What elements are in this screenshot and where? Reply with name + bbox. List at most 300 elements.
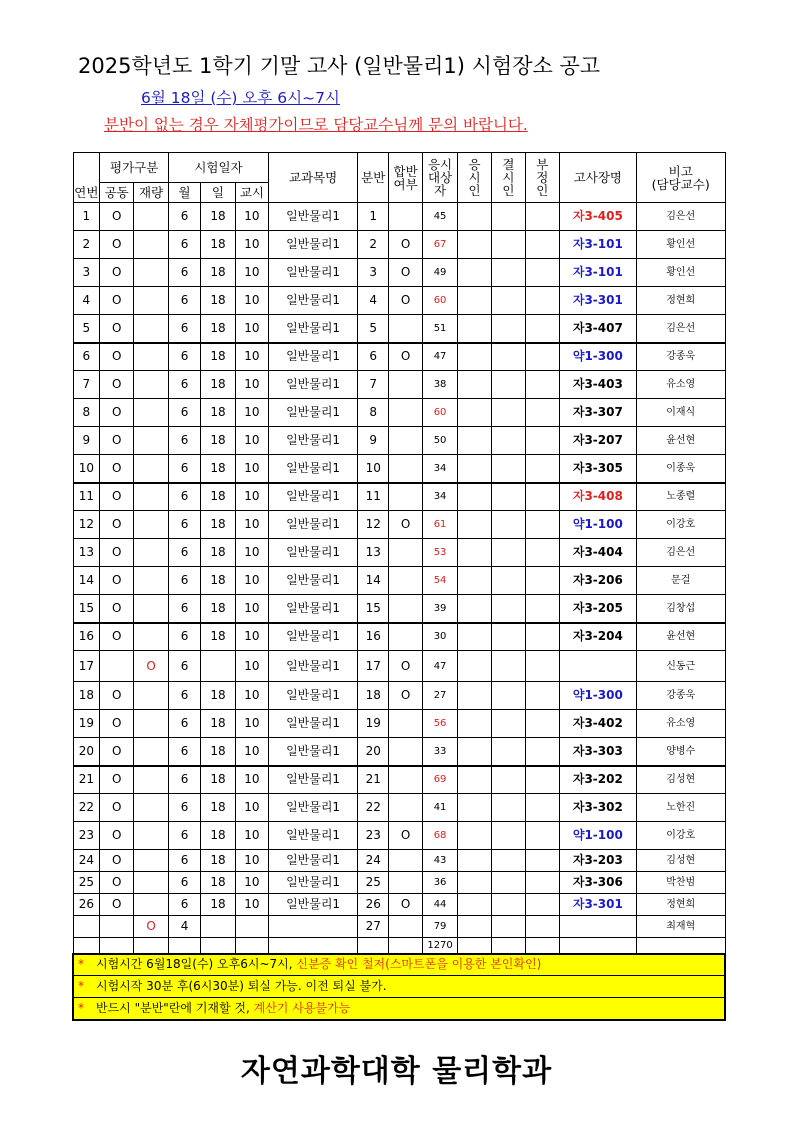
subject-cell: 일반물리1	[268, 794, 357, 822]
cheating-cell	[525, 822, 559, 850]
table-row	[73, 872, 725, 894]
count-cell: 68	[423, 822, 458, 850]
table-row	[73, 315, 725, 343]
cheating-cell	[525, 682, 559, 710]
room-cell: 자3-303	[559, 738, 636, 766]
room-cell: 약1-100	[559, 511, 636, 539]
absent-cell	[491, 343, 525, 371]
section-cell: 14	[358, 567, 389, 595]
month-cell: 6	[169, 738, 201, 766]
attended-cell	[458, 738, 492, 766]
period-cell: 10	[235, 822, 268, 850]
seq-cell: 16	[73, 623, 100, 651]
seq-cell: 24	[73, 850, 100, 872]
table-row	[73, 567, 725, 595]
cheating-cell	[525, 539, 559, 567]
professor-cell: 황인선	[636, 259, 725, 287]
professor-cell: 이강호	[636, 511, 725, 539]
subject-cell: 일반물리1	[268, 259, 357, 287]
self-cell	[134, 794, 169, 822]
period-cell: 10	[235, 651, 268, 682]
self-cell	[134, 567, 169, 595]
total-empty-cell	[491, 938, 525, 954]
exam-time-subtitle: 6월 18일 (수) 오후 6시~7시	[141, 89, 340, 107]
month-cell: 6	[169, 894, 201, 916]
self-cell	[134, 682, 169, 710]
merged-cell	[389, 916, 423, 938]
subject-cell: 일반물리1	[268, 483, 357, 511]
professor-cell: 최재혁	[636, 916, 725, 938]
section-cell: 12	[358, 511, 389, 539]
section-cell: 26	[358, 894, 389, 916]
attended-cell	[458, 483, 492, 511]
cheating-cell	[525, 427, 559, 455]
table-row	[73, 595, 725, 623]
seq-cell: 18	[73, 682, 100, 710]
absent-cell	[491, 259, 525, 287]
merged-cell: O	[389, 231, 423, 259]
absent-cell	[491, 595, 525, 623]
note-cell	[73, 998, 725, 1020]
period-cell: 10	[235, 287, 268, 315]
seq-cell: 5	[73, 315, 100, 343]
attended-cell	[458, 794, 492, 822]
professor-cell: 이종욱	[636, 455, 725, 483]
total-empty-cell	[525, 938, 559, 954]
total-empty-cell	[73, 938, 100, 954]
subject-cell: 일반물리1	[268, 371, 357, 399]
seq-cell: 26	[73, 894, 100, 916]
cheating-cell	[525, 916, 559, 938]
self-cell	[134, 455, 169, 483]
subject-cell: 일반물리1	[268, 427, 357, 455]
section-cell: 9	[358, 427, 389, 455]
seq-cell: 23	[73, 822, 100, 850]
cheating-header: 부 정 인	[525, 153, 559, 203]
table-row	[73, 623, 725, 651]
subject-cell	[268, 916, 357, 938]
cheating-cell	[525, 371, 559, 399]
subject-cell: 일반물리1	[268, 315, 357, 343]
attended-cell	[458, 287, 492, 315]
self-cell	[134, 483, 169, 511]
absent-cell	[491, 850, 525, 872]
table-row	[73, 371, 725, 399]
self-cell	[134, 539, 169, 567]
merged-cell: O	[389, 287, 423, 315]
total-empty-cell	[134, 938, 169, 954]
count-cell: 44	[423, 894, 458, 916]
cheating-cell	[525, 399, 559, 427]
period-cell: 10	[235, 371, 268, 399]
subject-cell: 일반물리1	[268, 567, 357, 595]
self-cell	[134, 738, 169, 766]
professor-cell: 강종욱	[636, 682, 725, 710]
attended-cell	[458, 511, 492, 539]
month-cell: 6	[169, 287, 201, 315]
cheating-cell	[525, 595, 559, 623]
date-group-header: 시험일자	[169, 153, 269, 183]
section-cell: 19	[358, 710, 389, 738]
month-cell: 6	[169, 710, 201, 738]
period-cell: 10	[235, 894, 268, 916]
absent-cell	[491, 371, 525, 399]
month-cell: 6	[169, 371, 201, 399]
absent-cell	[491, 203, 525, 231]
subject-cell: 일반물리1	[268, 710, 357, 738]
room-cell: 약1-300	[559, 343, 636, 371]
professor-cell: 김은선	[636, 315, 725, 343]
month-cell: 6	[169, 427, 201, 455]
room-cell: 약1-300	[559, 682, 636, 710]
common-cell: O	[100, 483, 134, 511]
day-cell: 18	[200, 427, 235, 455]
section-cell: 20	[358, 738, 389, 766]
period-cell: 10	[235, 766, 268, 794]
attended-cell	[458, 916, 492, 938]
room-cell: 자3-305	[559, 455, 636, 483]
room-header: 고사장명	[559, 153, 636, 203]
self-cell: O	[134, 916, 169, 938]
note-row	[73, 998, 725, 1020]
absent-cell	[491, 872, 525, 894]
room-cell: 자3-405	[559, 203, 636, 231]
absent-cell	[491, 539, 525, 567]
cheating-cell	[525, 567, 559, 595]
self-cell	[134, 894, 169, 916]
count-cell: 30	[423, 623, 458, 651]
day-cell: 18	[200, 511, 235, 539]
self-cell	[134, 203, 169, 231]
subject-cell: 일반물리1	[268, 894, 357, 916]
section-cell: 16	[358, 623, 389, 651]
merged-cell: O	[389, 511, 423, 539]
cheating-cell	[525, 259, 559, 287]
cheating-cell	[525, 794, 559, 822]
day-header: 일	[200, 183, 235, 203]
seq-cell: 6	[73, 343, 100, 371]
day-cell: 18	[200, 595, 235, 623]
merged-cell: O	[389, 343, 423, 371]
count-cell: 54	[423, 567, 458, 595]
count-cell: 53	[423, 539, 458, 567]
month-cell: 6	[169, 483, 201, 511]
table-row	[73, 287, 725, 315]
subject-cell: 일반물리1	[268, 399, 357, 427]
day-cell: 18	[200, 794, 235, 822]
professor-cell: 이재식	[636, 399, 725, 427]
cheating-cell	[525, 623, 559, 651]
month-cell: 6	[169, 766, 201, 794]
month-cell: 6	[169, 595, 201, 623]
seq-cell: 12	[73, 511, 100, 539]
period-cell: 10	[235, 315, 268, 343]
table-row	[73, 710, 725, 738]
merged-cell	[389, 794, 423, 822]
merged-cell	[389, 427, 423, 455]
count-cell: 47	[423, 343, 458, 371]
count-cell: 49	[423, 259, 458, 287]
day-cell: 18	[200, 231, 235, 259]
section-cell: 1	[358, 203, 389, 231]
common-cell: O	[100, 455, 134, 483]
professor-cell: 유소영	[636, 710, 725, 738]
absent-cell	[491, 738, 525, 766]
absent-cell	[491, 483, 525, 511]
common-cell: O	[100, 766, 134, 794]
month-cell: 6	[169, 399, 201, 427]
department-footer: 자연과학대학 물리학과	[240, 1054, 553, 1089]
table-row	[73, 850, 725, 872]
period-cell: 10	[235, 872, 268, 894]
note-text: 반드시 "분반"란에 기재할 것,	[96, 1000, 254, 1015]
cheating-cell	[525, 766, 559, 794]
professor-cell: 김은선	[636, 539, 725, 567]
self-cell	[134, 766, 169, 794]
attended-cell	[458, 455, 492, 483]
common-cell: O	[100, 343, 134, 371]
count-cell: 45	[423, 203, 458, 231]
professor-cell: 윤선현	[636, 623, 725, 651]
subject-cell: 일반물리1	[268, 511, 357, 539]
month-cell: 6	[169, 682, 201, 710]
month-cell: 6	[169, 455, 201, 483]
day-cell: 18	[200, 850, 235, 872]
period-cell: 10	[235, 511, 268, 539]
day-cell	[200, 916, 235, 938]
attended-cell	[458, 259, 492, 287]
period-cell	[235, 916, 268, 938]
attended-cell	[458, 850, 492, 872]
room-cell: 약1-100	[559, 822, 636, 850]
seq-cell: 1	[73, 203, 100, 231]
common-cell: O	[100, 710, 134, 738]
section-cell: 13	[358, 539, 389, 567]
section-cell: 23	[358, 822, 389, 850]
room-cell: 자3-404	[559, 539, 636, 567]
attended-cell	[458, 651, 492, 682]
table-row	[73, 455, 725, 483]
period-cell: 10	[235, 794, 268, 822]
common-cell: O	[100, 595, 134, 623]
section-cell: 27	[358, 916, 389, 938]
month-cell: 6	[169, 822, 201, 850]
merged-cell	[389, 483, 423, 511]
table-row	[73, 231, 725, 259]
month-cell: 6	[169, 623, 201, 651]
month-cell: 6	[169, 511, 201, 539]
period-cell: 10	[235, 231, 268, 259]
day-cell: 18	[200, 399, 235, 427]
subject-cell: 일반물리1	[268, 595, 357, 623]
cheating-cell	[525, 287, 559, 315]
table-row	[73, 766, 725, 794]
room-cell: 자3-202	[559, 766, 636, 794]
absent-cell	[491, 651, 525, 682]
common-cell: O	[100, 399, 134, 427]
total-empty-cell	[268, 938, 357, 954]
cheating-cell	[525, 651, 559, 682]
attended-cell	[458, 766, 492, 794]
attended-cell	[458, 399, 492, 427]
professor-cell: 김성현	[636, 850, 725, 872]
common-cell: O	[100, 682, 134, 710]
merged-cell	[389, 872, 423, 894]
cheating-cell	[525, 738, 559, 766]
room-cell: 자3-101	[559, 231, 636, 259]
self-cell	[134, 259, 169, 287]
note-cell	[73, 976, 725, 998]
corner-cell	[73, 153, 100, 183]
day-cell: 18	[200, 287, 235, 315]
subject-cell: 일반물리1	[268, 455, 357, 483]
seq-cell	[73, 916, 100, 938]
day-cell: 18	[200, 455, 235, 483]
self-cell	[134, 595, 169, 623]
note-text: 시험시간 6월18일(수) 오후6시~7시,	[96, 957, 297, 972]
room-cell: 자3-207	[559, 427, 636, 455]
attended-cell	[458, 315, 492, 343]
attended-header: 응 시 인	[458, 153, 492, 203]
total-empty-cell	[169, 938, 201, 954]
attended-cell	[458, 539, 492, 567]
count-cell: 56	[423, 710, 458, 738]
page-title: 2025학년도 1학기 기말 고사 (일반물리1) 시험장소 공고	[78, 54, 601, 78]
section-cell: 3	[358, 259, 389, 287]
attended-cell	[458, 623, 492, 651]
self-cell	[134, 872, 169, 894]
professor-cell: 정현희	[636, 894, 725, 916]
self-cell	[134, 822, 169, 850]
self-cell	[134, 399, 169, 427]
day-cell: 18	[200, 259, 235, 287]
seq-cell: 21	[73, 766, 100, 794]
month-cell: 6	[169, 539, 201, 567]
section-cell: 6	[358, 343, 389, 371]
month-cell: 6	[169, 567, 201, 595]
period-cell: 10	[235, 203, 268, 231]
day-cell: 18	[200, 623, 235, 651]
room-cell	[559, 916, 636, 938]
attended-cell	[458, 343, 492, 371]
common-cell: O	[100, 567, 134, 595]
professor-cell: 황인선	[636, 231, 725, 259]
month-cell: 6	[169, 850, 201, 872]
period-cell: 10	[235, 710, 268, 738]
common-cell: O	[100, 872, 134, 894]
period-cell: 10	[235, 399, 268, 427]
professor-cell: 김성현	[636, 766, 725, 794]
seq-cell: 3	[73, 259, 100, 287]
absent-cell	[491, 455, 525, 483]
common-cell: O	[100, 738, 134, 766]
count-cell: 47	[423, 651, 458, 682]
day-cell: 18	[200, 539, 235, 567]
absent-cell	[491, 794, 525, 822]
section-cell: 21	[358, 766, 389, 794]
section-cell: 2	[358, 231, 389, 259]
absent-cell	[491, 894, 525, 916]
cheating-cell	[525, 203, 559, 231]
note-row	[73, 976, 725, 998]
total-empty-cell	[636, 938, 725, 954]
total-empty-cell	[458, 938, 492, 954]
table-row	[73, 651, 725, 682]
header-row-top	[73, 153, 725, 183]
merged-cell	[389, 595, 423, 623]
common-cell: O	[100, 371, 134, 399]
self-cell	[134, 343, 169, 371]
absent-header: 결 시 인	[491, 153, 525, 203]
period-cell: 10	[235, 539, 268, 567]
seq-cell: 7	[73, 371, 100, 399]
common-cell: O	[100, 511, 134, 539]
merged-cell	[389, 623, 423, 651]
merged-cell: O	[389, 894, 423, 916]
table-row	[73, 203, 725, 231]
subject-cell: 일반물리1	[268, 682, 357, 710]
section-cell: 22	[358, 794, 389, 822]
period-header: 교시	[235, 183, 268, 203]
count-cell: 41	[423, 794, 458, 822]
subject-cell: 일반물리1	[268, 766, 357, 794]
section-cell: 24	[358, 850, 389, 872]
attended-cell	[458, 710, 492, 738]
count-cell: 61	[423, 511, 458, 539]
professor-cell: 정현희	[636, 287, 725, 315]
self-cell	[134, 427, 169, 455]
section-cell: 18	[358, 682, 389, 710]
merged-cell	[389, 399, 423, 427]
table-row	[73, 822, 725, 850]
table-row	[73, 343, 725, 371]
count-cell: 69	[423, 766, 458, 794]
note-cell	[73, 954, 725, 976]
professor-cell: 김은선	[636, 203, 725, 231]
day-cell: 18	[200, 371, 235, 399]
professor-cell: 이강호	[636, 822, 725, 850]
merged-header: 합반 여부	[389, 153, 423, 203]
eval-group-header: 평가구분	[100, 153, 169, 183]
table-row	[73, 511, 725, 539]
professor-cell: 윤선현	[636, 427, 725, 455]
table-row	[73, 427, 725, 455]
note-star: *	[78, 1000, 84, 1015]
room-cell: 자3-307	[559, 399, 636, 427]
seq-cell: 19	[73, 710, 100, 738]
professor-cell: 박찬범	[636, 872, 725, 894]
note-highlight: 신분증 확인 철저(스마트폰을 이용한 본인확인)	[296, 957, 542, 972]
common-cell: O	[100, 894, 134, 916]
section-cell: 8	[358, 399, 389, 427]
room-cell	[559, 651, 636, 682]
section-cell: 10	[358, 455, 389, 483]
seq-cell: 15	[73, 595, 100, 623]
room-cell: 자3-408	[559, 483, 636, 511]
absent-cell	[491, 567, 525, 595]
common-cell: O	[100, 794, 134, 822]
professor-cell: 양병수	[636, 738, 725, 766]
common-cell: O	[100, 539, 134, 567]
period-cell: 10	[235, 343, 268, 371]
cheating-cell	[525, 231, 559, 259]
period-cell: 10	[235, 682, 268, 710]
professor-cell: 강종욱	[636, 343, 725, 371]
attended-cell	[458, 231, 492, 259]
day-cell: 18	[200, 483, 235, 511]
subject-cell: 일반물리1	[268, 539, 357, 567]
subject-cell: 일반물리1	[268, 287, 357, 315]
